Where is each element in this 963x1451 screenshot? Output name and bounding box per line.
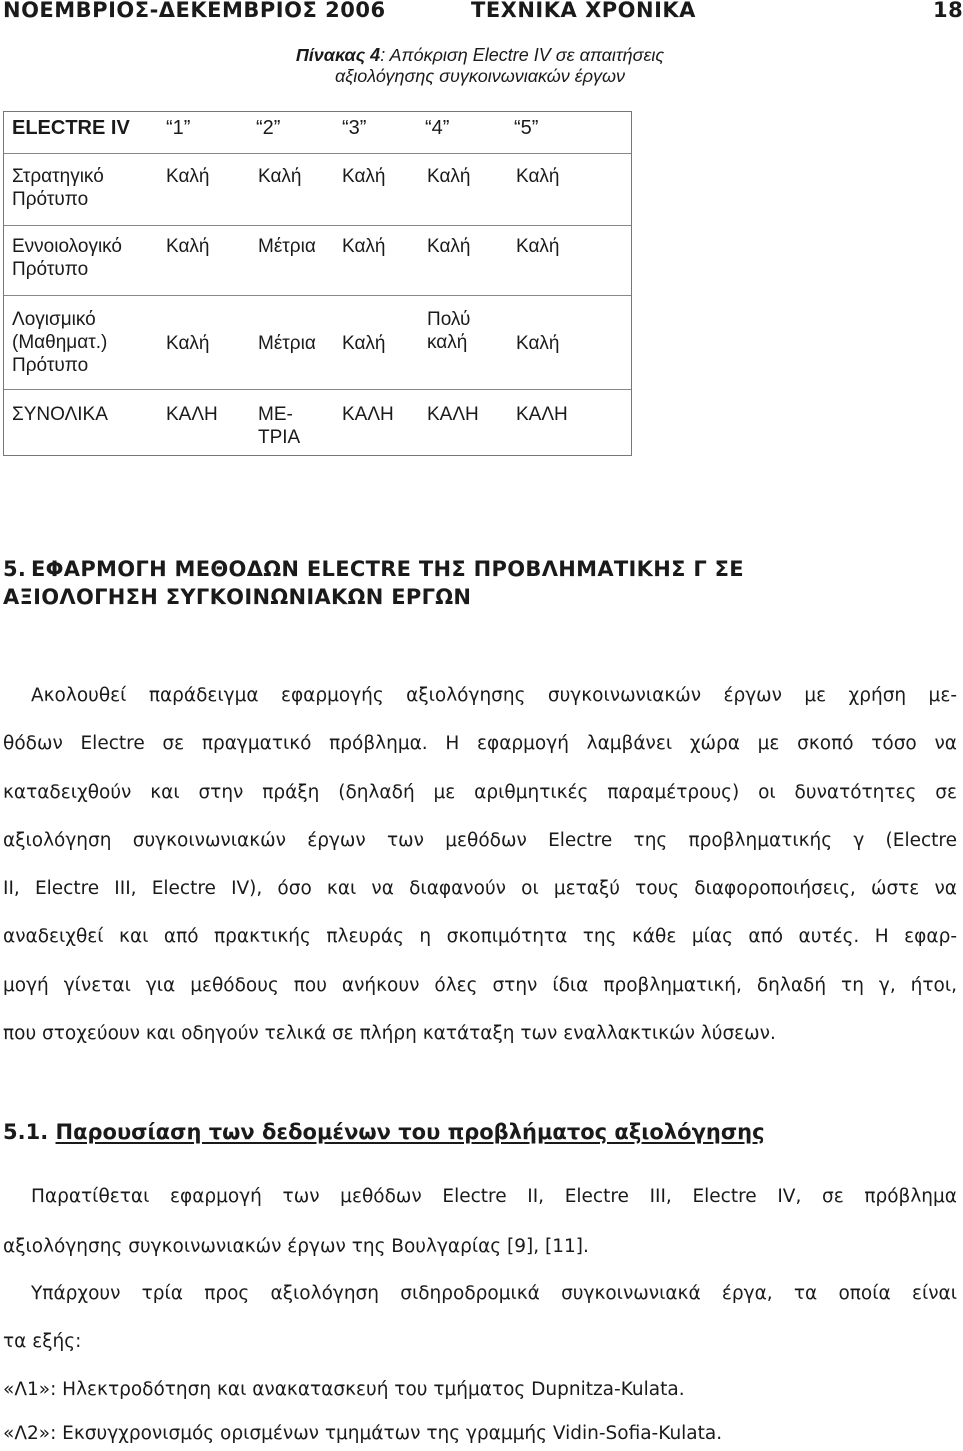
paragraph-line: Ακολουθεί παράδειγμα εφαρμογής αξιολόγησης συγκοινωνιακών έργων με χρήση με- [31, 685, 957, 706]
paragraph-line: τα εξής: [3, 1331, 82, 1352]
list-item: «Λ2»: Εκσυγχρονισμός ορισμένων τμημάτων της γραμμής Vidin-Sofia-Kulata. [3, 1423, 723, 1444]
table-cell: ΚΑΛΗ [427, 404, 479, 425]
table-cell: Καλή [427, 236, 471, 257]
electre-iv-table [3, 111, 632, 456]
table-cell: Καλή [427, 166, 471, 187]
table-header-cell: ELECTRE IV [12, 117, 130, 139]
running-header [0, 0, 963, 24]
table-cell: Λογισμικό (Μαθηματ.) Πρότυπο [12, 309, 108, 376]
table-cell: Εννοιολογικό Πρότυπο [12, 236, 123, 280]
section-title-line1: ΕΦΑΡΜΟΓΗ ΜΕΘΟΔΩΝ ELECTRE ΤΗΣ ΠΡΟΒΛΗΜΑΤΙΚΗΣ Γ ΣΕ [31, 557, 744, 581]
section-title-line2: ΑΞΙΟΛΟΓΗΣΗ ΣΥΓΚΟΙΝΩΝΙΑΚΩΝ ΕΡΓΩΝ [3, 585, 472, 609]
table-header-cell: “3” [342, 117, 367, 139]
paragraph-line: που στοχεύουν και οδηγούν τελικά σε πλήρη κατάταξη των εναλλακτικών λύσεων. [3, 1023, 776, 1045]
table-cell: Στρατηγικό Πρότυπο [12, 166, 104, 210]
subsection-number: 5.1. [3, 1120, 49, 1144]
subsection-heading [3, 1120, 765, 1144]
paragraph-line: αξιολόγησης συγκοινωνιακών έργων της Βουλγαρίας [9], [11]. [3, 1236, 589, 1257]
table-row [4, 225, 631, 226]
body-paragraph [3, 672, 957, 1058]
table-header-cell: “5” [514, 117, 539, 139]
table-cell: Μέτρια [258, 333, 316, 354]
table-caption-line1 [80, 45, 880, 66]
paragraph-line: Υπάρχουν τρία προς αξιολόγηση σιδηροδρομικά συγκοινωνιακά έργα, τα οποία είναι [31, 1283, 957, 1304]
section-number: 5. [3, 557, 27, 581]
table-cell: Καλή [258, 166, 302, 187]
header-journal-title: ΤΕΧΝΙΚΑ ΧΡΟΝΙΚΑ [471, 0, 696, 22]
list-item: «Λ1»: Ηλεκτροδότηση και ανακατασκευή του τμήματος Dupnitza-Kulata. [3, 1379, 685, 1400]
table-cell: ΚΑΛΗ [516, 404, 568, 425]
table-cell: Καλή [342, 166, 386, 187]
header-issue-date: ΝΟΕΜΒΡΙΟΣ-ΔΕΚΕΜΒΡΙΟΣ 2006 [3, 0, 386, 22]
table-caption-text1: : Απόκριση Electre IV σε απαιτήσεις [380, 45, 665, 65]
table-cell: Καλή [516, 333, 560, 354]
table-cell: ΚΑΛΗ [166, 404, 218, 425]
table-cell: ΚΑΛΗ [342, 404, 394, 425]
paragraph-line: θόδων Electre σε πραγματικό πρόβλημα. Η εφαρμογή λαμβάνει χώρα με σκοπό τόσο να [3, 733, 957, 755]
table-cell: Καλή [342, 333, 386, 354]
paragraph-line: Παρατίθεται εφαρμογή των μεθόδων Electre II, Electre III, Electre IV, σε πρόβλημα [31, 1186, 957, 1207]
table-cell: ΜΕ- ΤΡΙΑ [258, 404, 301, 448]
table-cell: Καλή [166, 236, 210, 257]
paragraph-line: αναδειχθεί και από πρακτικής πλευράς η σκοπιμότητα της κάθε μίας από αυτές. Η εφαρ- [3, 926, 957, 948]
page-number: 18 [933, 0, 963, 22]
table-row [4, 295, 631, 296]
paragraph-line: καταδειχθούν και στην πράξη (δηλαδή με αριθμητικές παραμέτρους) οι δυνατότητες σε [3, 781, 957, 803]
table-cell: ΣΥΝΟΛΙΚΑ [12, 404, 108, 425]
paragraph-line: II, Electre III, Electre IV), όσο και να διαφανούν οι μεταξύ τους διαφοροποιήσεις, ώστε να [3, 878, 957, 900]
paragraph-line: αξιολόγηση συγκοινωνιακών έργων των μεθόδων Electre της προβληματικής γ (Electre [3, 829, 957, 851]
table-row [4, 153, 631, 154]
table-header-cell: “4” [425, 117, 450, 139]
table-row [4, 389, 631, 390]
table-caption-line2: αξιολόγησης συγκοινωνιακών έργων [334, 66, 626, 86]
table-caption-label: Πίνακας 4 [295, 45, 381, 65]
table-cell: Καλή [166, 333, 210, 354]
table-cell: Καλή [516, 166, 560, 187]
table-cell: Πολύ καλή [427, 309, 471, 353]
table-cell: Καλή [516, 236, 560, 257]
table-header-cell: “1” [166, 117, 191, 139]
table-cell: Καλή [342, 236, 386, 257]
subsection-title: Παρουσίαση των δεδομένων του προβλήματος αξιολόγησης [55, 1120, 765, 1144]
paragraph-line: μογή γίνεται για μεθόδους που ανήκουν όλες στην ίδια προβληματική, δηλαδή τη γ, ήτοι, [3, 974, 957, 996]
table-cell: Καλή [166, 166, 210, 187]
table-cell: Μέτρια [258, 236, 316, 257]
table-header-cell: “2” [256, 117, 281, 139]
